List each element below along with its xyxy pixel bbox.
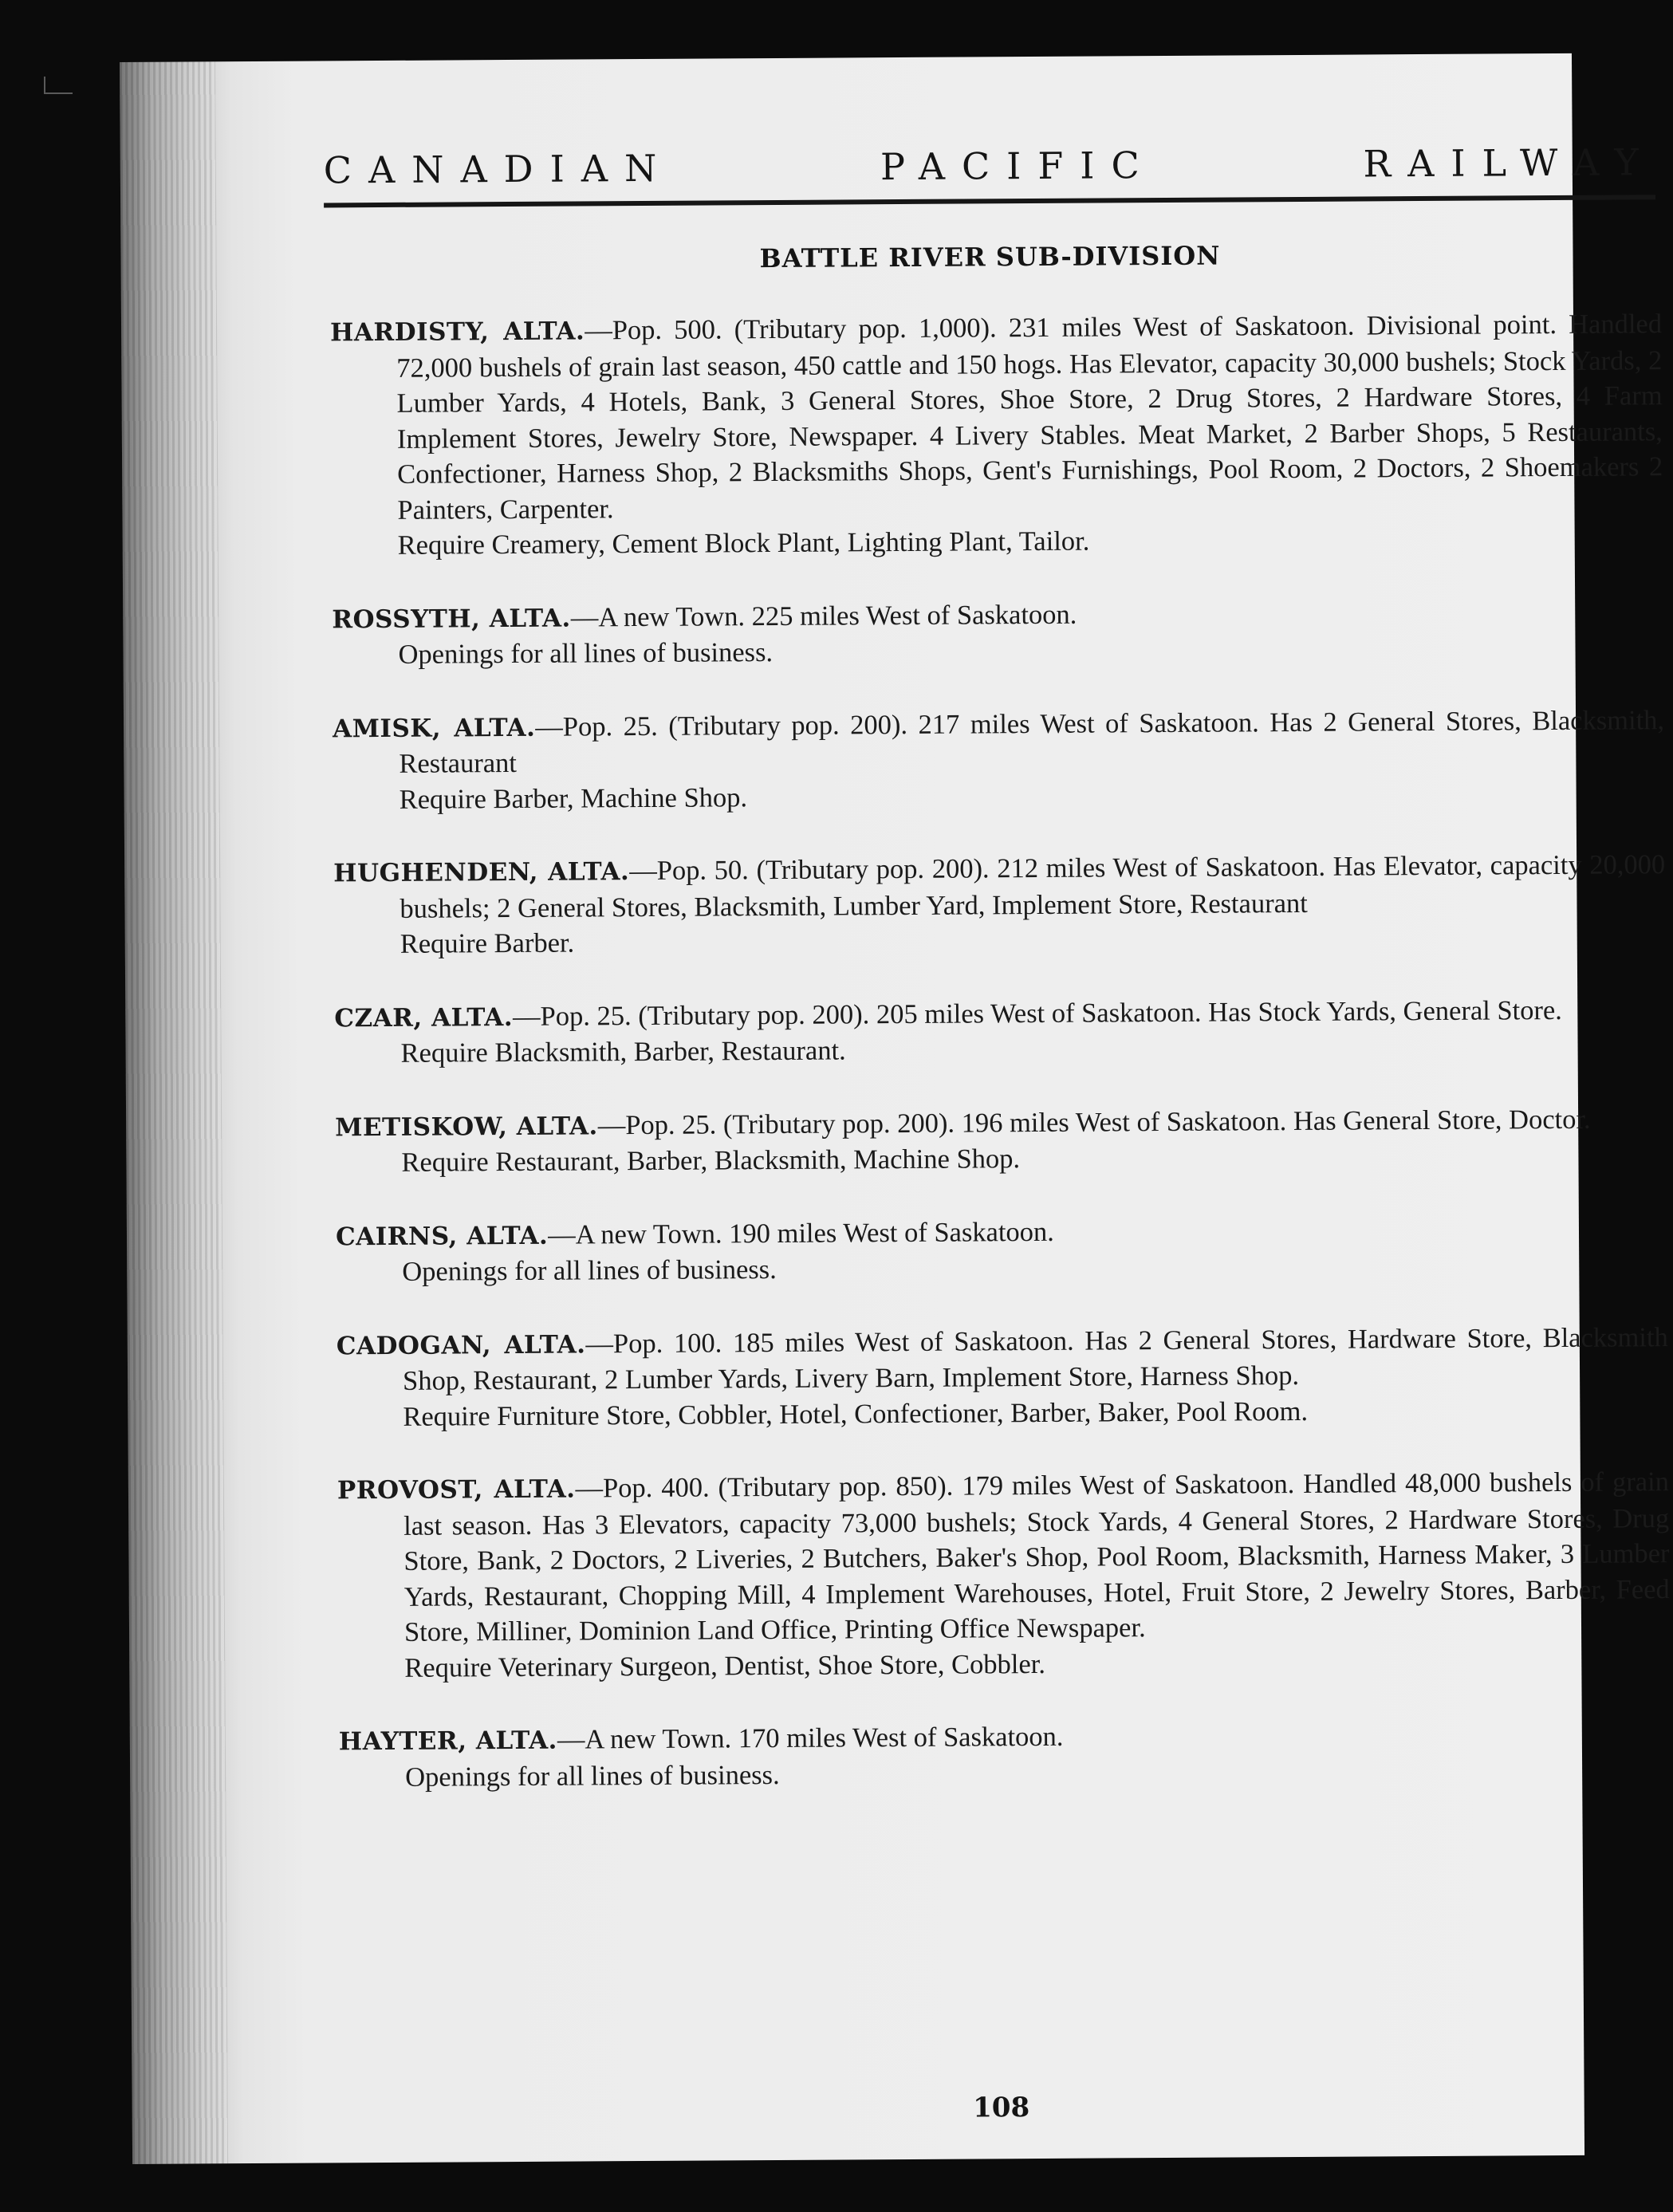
entry-text: —A new Town. 190 miles West of Saskatoon. [548, 1216, 1054, 1250]
entry-provost [337, 1464, 1671, 1686]
entry-require: Require Creamery, Cement Block Plant, Lighting Plant, Tailor. [397, 525, 1090, 561]
entry-text: —A new Town. 225 miles West of Saskatoon. [570, 599, 1077, 633]
entry-text: —Pop. 100. 185 miles West of Saskatoon. Has 2 General Stores, Hardware Store, Blacksmith Shop, Restaurant, 2 Lumber Yards, Livery Barn, Implement Store, Harness Shop. [402, 1321, 1668, 1396]
town-name: AMISK, ALTA. [333, 713, 536, 743]
entry-cairns [336, 1210, 1668, 1290]
town-name: CAIRNS, ALTA. [335, 1221, 549, 1251]
entry-require: Openings for all lines of business. [398, 637, 774, 670]
entry-hayter [339, 1715, 1671, 1795]
page-gutter-shadow [120, 61, 228, 2164]
town-name: HARDISTY, ALTA. [329, 317, 585, 348]
entry-amisk [333, 703, 1665, 818]
header-word-canadian: CANADIAN [323, 146, 674, 192]
town-name: CADOGAN, ALTA. [336, 1329, 586, 1360]
entry-text: —Pop. 25. (Tributary pop. 200). 196 miles West of Saskatoon. Has General Store, Doctor. [597, 1104, 1591, 1140]
page-number: 108 [973, 2092, 1030, 2124]
header-rule [324, 195, 1655, 207]
entry-hardisty [330, 306, 1663, 564]
entry-cadogan [337, 1320, 1669, 1435]
entry-rossyth [332, 593, 1664, 673]
entry-text: —A new Town. 170 miles West of Saskatoon. [557, 1721, 1064, 1755]
town-entries [330, 306, 1671, 1832]
town-name: CZAR, ALTA. [334, 1002, 514, 1033]
entry-czar [334, 992, 1667, 1072]
entry-text: —Pop. 50. (Tributary pop. 200). 212 miles West of Saskatoon. Has Elevator, capacity 20,000 bushels; 2 General Stores, Blacksmith, Lumber Yard, Implement Store, Restaurant [400, 849, 1666, 924]
entry-require: Require Blacksmith, Barber, Restaurant. [400, 1035, 846, 1069]
running-header [324, 140, 1655, 191]
section-title: BATTLE RIVER SUB-DIVISION [759, 240, 1221, 274]
entry-require: Openings for all lines of business. [405, 1759, 780, 1793]
town-name: HUGHENDEN, ALTA. [333, 857, 630, 888]
entry-text: —Pop. 25. (Tributary pop. 200). 217 miles West of Saskatoon. Has 2 General Stores, Blacksmith, Restaurant [399, 704, 1665, 779]
entry-text: —Pop. 25. (Tributary pop. 200). 205 miles West of Saskatoon. Has Stock Yards, General Store. [512, 994, 1562, 1032]
town-name: HAYTER, ALTA. [338, 1726, 557, 1757]
header-word-railway: RAILWAY [1363, 140, 1655, 186]
entry-require: Openings for all lines of business. [402, 1254, 777, 1287]
entry-require: Require Barber, Machine Shop. [399, 781, 748, 815]
entry-require: Require Veterinary Surgeon, Dentist, Shoe Store, Cobbler. [404, 1648, 1046, 1683]
town-name: PROVOST, ALTA. [337, 1474, 576, 1505]
book-page [120, 53, 1670, 2164]
entry-require: Require Barber. [400, 927, 575, 959]
town-name: METISKOW, ALTA. [335, 1111, 598, 1142]
entry-hughenden [333, 847, 1666, 962]
entry-require: Require Furniture Store, Cobbler, Hotel, Confectioner, Barber, Baker, Pool Room. [403, 1395, 1309, 1432]
entry-require: Require Restaurant, Barber, Blacksmith, Machine Shop. [401, 1143, 1021, 1178]
entry-text: —Pop. 400. (Tributary pop. 850). 179 miles West of Saskatoon. Handled 48,000 bushels of grain last season. Has 3 Elevators, capacity 73,000 bushels; Stock Yards, 4 General Stores, 2 Hardware Stores, Drug Store, Bank, 2 Doctors, 2 Liveries, 2 Butchers, Baker's Shop, Pool Room, Blacksmith, Harness Maker, 3 Lumber Yards, Restaurant, Chopping Mill, 4 Implement Warehouses, Hotel, Fruit Store, 2 Jewelry Stores, Barber, Feed Store, Milliner, Dominion Land Office, Printing Office Newspaper. [403, 1466, 1670, 1647]
entry-text: —Pop. 500. (Tributary pop. 1,000). 231 miles West of Saskatoon. Divisional point. Handled 72,000 bushels of grain last season, 450 cattle and 150 hogs. Has Elevator, capacity 30,000 bushels; Stock Yards, 2 Lumber Yards, 4 Hotels, Bank, 3 General Stores, Shoe Store, 2 Drug Stores, 2 Hardware Stores, 4 Farm Implement Stores, Jewelry Store, Newspaper. 4 Livery Stables. Meat Market, 2 Barber Shops, 5 Restaurants, Confectioner, Harness Shop, 2 Blacksmiths Shops, Gent's Furnishings, Pool Room, 2 Doctors, 2 Shoemakers 2 Painters, Carpenter. [396, 309, 1663, 525]
header-word-pacific: PACIFIC [880, 144, 1156, 189]
entry-metiskow [335, 1101, 1667, 1181]
scan-corner-mark [44, 77, 73, 94]
town-name: ROSSYTH, ALTA. [332, 604, 571, 634]
